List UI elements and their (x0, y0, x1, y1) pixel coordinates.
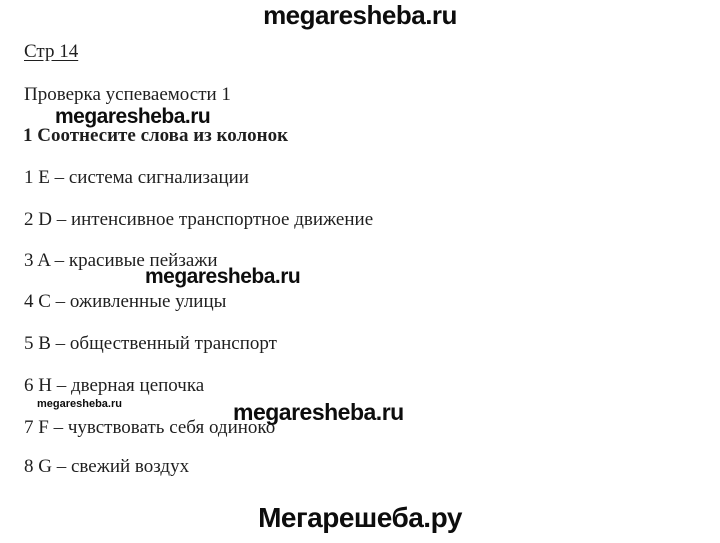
answer-line-8: 8 G – свежий воздух (24, 456, 190, 477)
watermark-middle: megaresheba.ru (145, 265, 301, 288)
answer-line-5: 5 B – общественный транспорт (24, 333, 277, 354)
task-title: 1 Соотнесите слова из колонок (23, 125, 289, 146)
answer-line-1: 1 E – система сигнализации (24, 167, 249, 188)
watermark-inline: megaresheba.ru (55, 105, 211, 128)
answer-line-6: 6 H – дверная цепочка (24, 375, 205, 396)
section-title: Проверка успеваемости 1 (24, 84, 231, 105)
answer-line-7: 7 F – чувствовать себя одиноко (24, 417, 276, 438)
watermark-large: megaresheba.ru (233, 399, 404, 425)
answer-line-3: 3 A – красивые пейзажи (24, 250, 218, 271)
site-logo: Мегарешеба.ру (258, 502, 462, 533)
page-reference: Стр 14 (24, 41, 79, 62)
answer-line-2: 2 D – интенсивное транспортное движение (24, 209, 374, 230)
watermark-top: megaresheba.ru (263, 0, 457, 30)
watermark-small: megaresheba.ru (37, 398, 122, 410)
answer-line-4: 4 C – оживленные улицы (24, 291, 227, 312)
